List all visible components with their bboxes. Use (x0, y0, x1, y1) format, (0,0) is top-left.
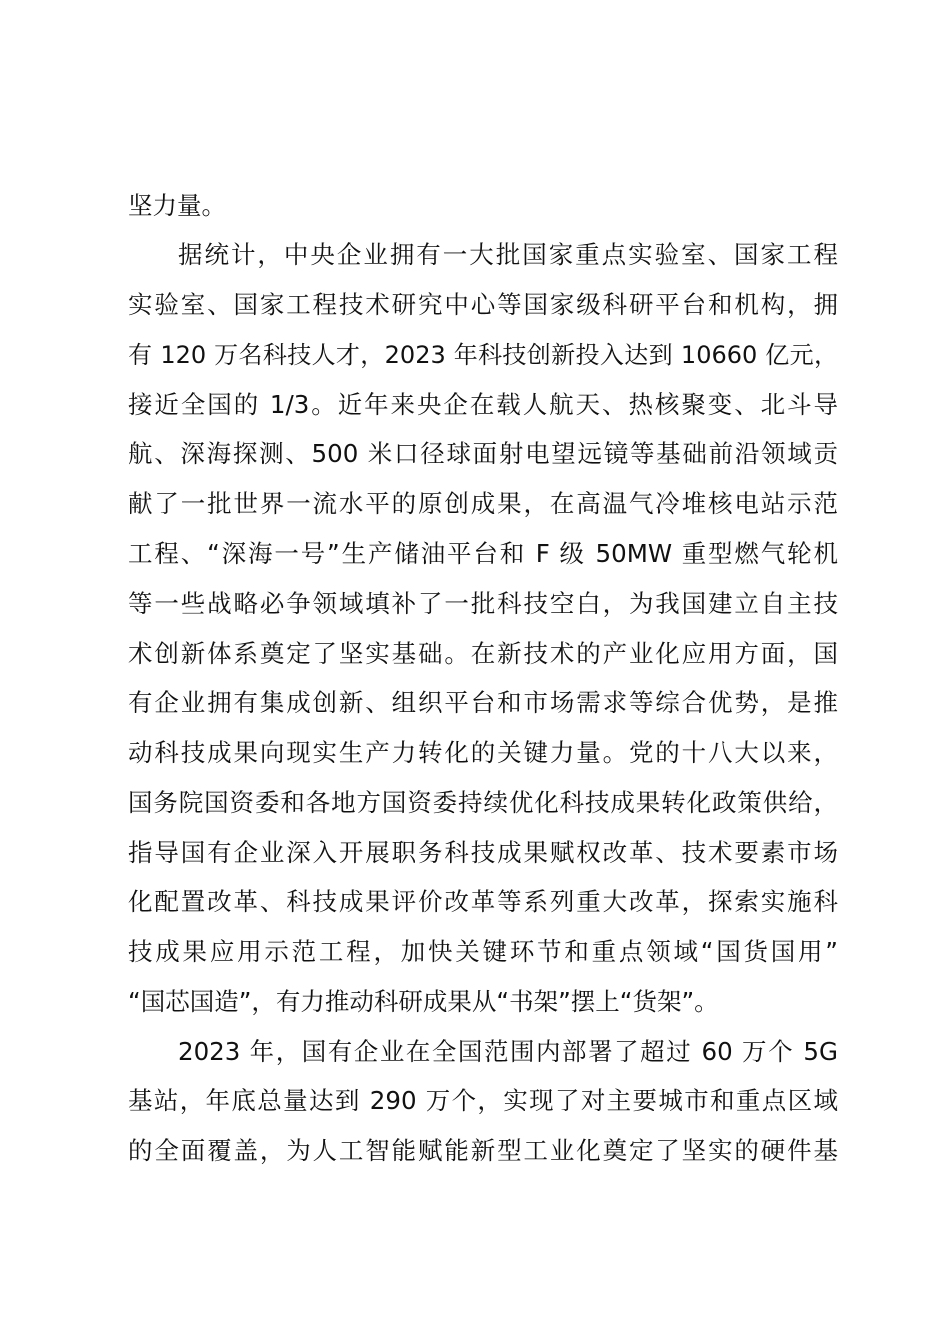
text-line: 动科技成果向现实生产力转化的关键力量。党的十八大以来， (128, 738, 838, 767)
text-line: “国芯国造”，有力推动科研成果从“书架”摆上“货架”。 (128, 987, 719, 1016)
text-line: 国务院国资委和各地方国资委持续优化科技成果转化政策供给， (128, 788, 838, 817)
text-line: 技成果应用示范工程，加快关键环节和重点领域“国货国用” (128, 937, 838, 966)
text-line: 有 120 万名科技人才，2023 年科技创新投入达到 10660 亿元， (128, 341, 838, 369)
text-line: 指导国有企业深入开展职务科技成果赋权改革、技术要素市场 (128, 838, 838, 867)
text-line: 等一些战略必争领域填补了一批科技空白，为我国建立自主技 (128, 589, 838, 618)
text-line: 基站，年底总量达到 290 万个，实现了对主要城市和重点区域 (128, 1086, 838, 1115)
text-line: 坚力量。 (128, 191, 226, 220)
text-line: 航、深海探测、500 米口径球面射电望远镜等基础前沿领域贡 (128, 439, 838, 468)
text-line: 工程、“深海一号”生产储油平台和 F 级 50MW 重型燃气轮机 (128, 539, 838, 568)
paragraph-first-line: 据统计，中央企业拥有一大批国家重点实验室、国家工程 (178, 240, 838, 269)
text-line: 有企业拥有集成创新、组织平台和市场需求等综合优势，是推 (128, 688, 838, 717)
paragraph-first-line: 2023 年，国有企业在全国范围内部署了超过 60 万个 5G (178, 1037, 838, 1066)
text-line: 化配置改革、科技成果评价改革等系列重大改革，探索实施科 (128, 887, 838, 916)
text-line: 术创新体系奠定了坚实基础。在新技术的产业化应用方面，国 (128, 639, 838, 668)
text-line: 接近全国的 1/3。近年来央企在载人航天、热核聚变、北斗导 (128, 390, 838, 419)
text-line: 实验室、国家工程技术研究中心等国家级科研平台和机构，拥 (128, 290, 838, 319)
text-line: 献了一批世界一流水平的原创成果，在高温气冷堆核电站示范 (128, 489, 838, 518)
text-line: 的全面覆盖，为人工智能赋能新型工业化奠定了坚实的硬件基 (128, 1136, 838, 1165)
